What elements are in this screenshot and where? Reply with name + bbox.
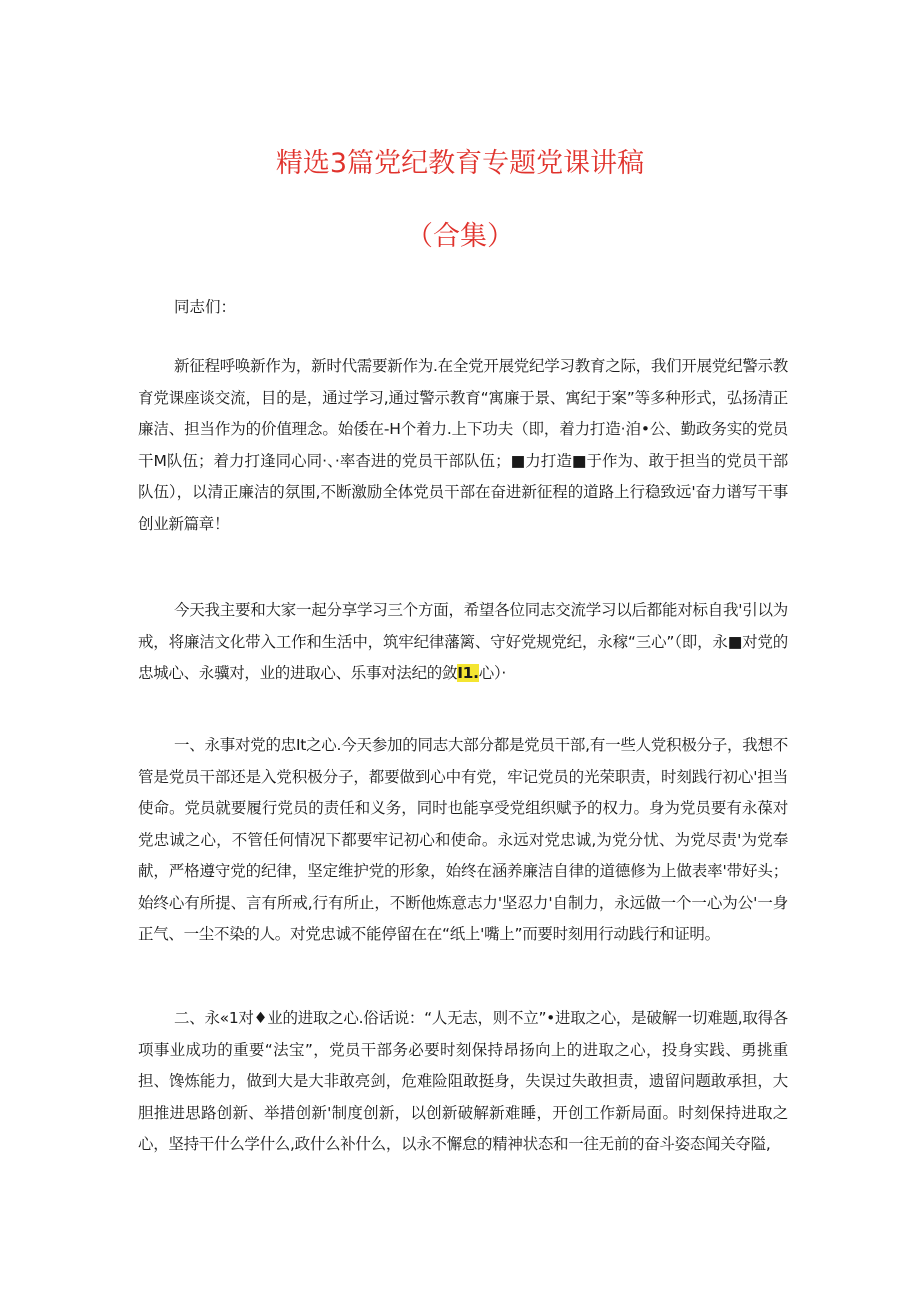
paragraph-intro: 新征程呼唤新作为，新时代需要新作为.在全党开展党纪学习教育之际，我们开展党纪警示教育党课座谈交流，目的是，通过学习,通过警示教育“寓廉于景、寓纪于案”等多种形式，弘扬清正廉洁、担当作为的价值理念。始倭在-H个着力.上下功夫（即，着力打造·洎•公、勤政务实的党员干M队伍；着力打逢同心同·、·率杳进的党员干部队伍；■力打造■于作为、敢于担当的党员干部队伍），以清正廉洁的氛围,不断激励全体党员干部在奋进新征程的道路上行稳致远'奋力谱写干事创业新篇章！ <box>138 357 788 533</box>
paragraph-section-two: 二、永«1对♦业的进取之心.俗话说：“人无志，则不立”•进取之心，是破解一切难题,取得各项事业成功的重要“法宝”，党员干部务必要时刻保持昂扬向上的进取之心，投身实践、勇挑重担、馋炼能力，做到大是大非敢亮剑，危难险阻敢挺身，失误过失敢担责，遗留问题敢承担，大胆推进思路创新、举措创新'制度创新，以创新破解新难睡，开创工作新局面。时刻保持进取之心，坚持干什么学什么,政什么补什么，以永不懈怠的精神状态和一往无前的奋斗姿态闻关夺隘, <box>138 1009 788 1153</box>
paragraph-section-one: 一、永事对党的忠It之心.今天参加的同志大部分都是党员干部,有一些人党积极分子，我想不管是党员干部还是入党积极分子，都要做到心中有党，牢记党员的光荣职责，时刻践行初心'担当使命。党员就要履行党员的责任和义务，同时也能享受党组织赋予的权力。身为党员要有永葆对党忠诚之心，不管任何情况下都要牢记初心和使命。永远对党忠诚,为党分忧、为党尽责'为党奉献，严格遵守党的纪律，坚定维护党的形象，始终在涵养廉洁自律的道德修为上做表率'带好头；始终心有所提、言有所戒,行有所止，不断他炼意志力'坚忍力'自制力，永远做一个一心为公'一身正气、一尘不染的人。对党忠诚不能停留在在“纸上'嘴上”而要时刻用行动践行和证明。 <box>138 736 788 943</box>
paragraph-overview-text: 今天我主要和大家一起分享学习三个方面，希望各位同志交流学习以后都能对标自我'引以为戒，将廉洁文化带入工作和生活中，筑牢纪律藩篱、守好党规党纪，永稼“三心”（即，永■对党的忠城心、永骥对，业的进取心、乐事对法纪的敛 <box>138 601 788 682</box>
paragraph-overview <box>138 595 788 690</box>
document-subtitle: （合集） <box>406 221 514 252</box>
document-title: 精选3篇党纪教育专题党课讲稿 <box>275 148 645 179</box>
highlighted-text: I1. <box>457 664 479 682</box>
greeting: 同志们： <box>174 298 237 316</box>
paragraph-overview-tail: 心）· <box>478 664 507 682</box>
